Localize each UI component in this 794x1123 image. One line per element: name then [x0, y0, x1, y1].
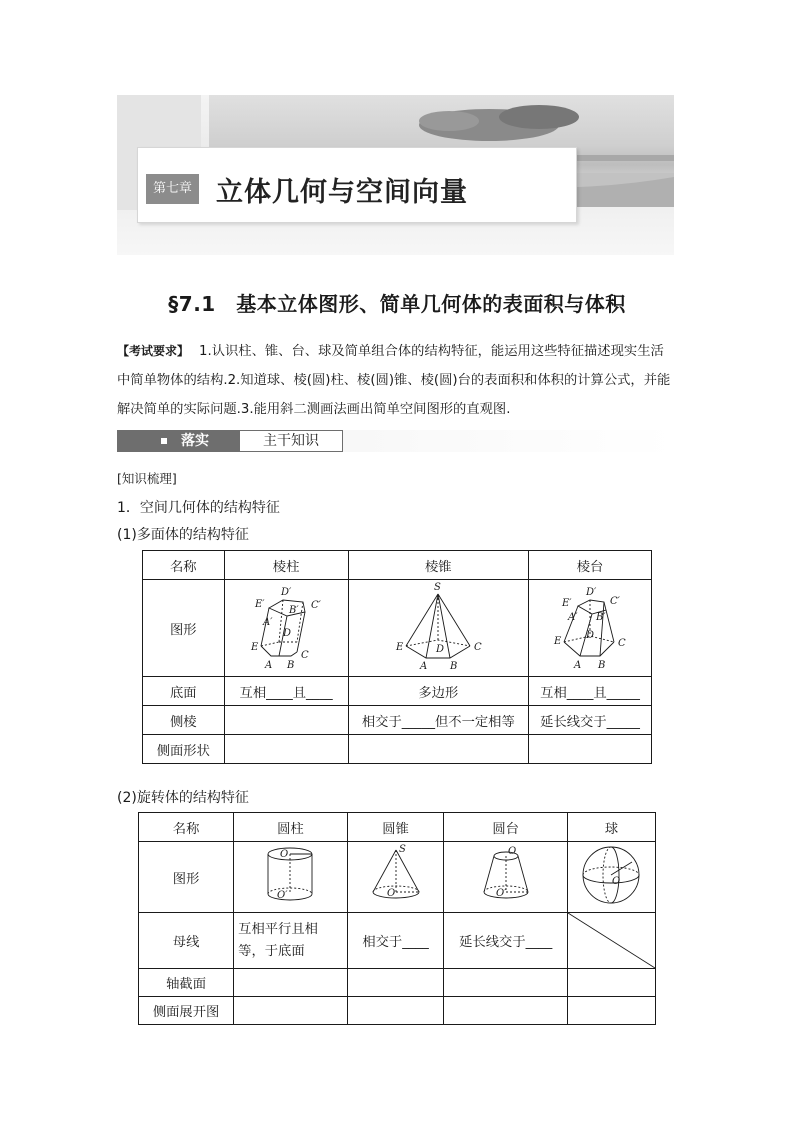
section-title: §7.1 基本立体图形、简单几何体的表面积与体积 — [168, 292, 626, 316]
prism-label-b-prime: B′ — [289, 605, 299, 616]
frustum-figure-cell — [529, 580, 652, 677]
pyramid-figure-cell — [348, 580, 529, 677]
table-header-cell: 棱台 — [529, 551, 652, 580]
table-cell: 互相____且_____ — [529, 677, 652, 706]
exam-requirements-text: 1.认识柱、锥、台、球及简单组合体的结构特征，能运用这些特征描述现实生活中简单物体的结构.2.知道球、棱(圆)柱、棱(圆)锥、棱(圆)台的表面积和体积的计算公式，并能解决简单的实际问题.3.能用斜二测画法画出简单空间图形的直观图. — [117, 344, 671, 417]
pyramid-label-a: A — [420, 661, 428, 672]
round-frustum-figure — [466, 842, 546, 908]
chapter-title-card — [137, 147, 577, 223]
section-bar — [117, 430, 677, 452]
round-frustum-figure-cell — [444, 842, 568, 913]
pyramid-label-s: S — [434, 582, 442, 593]
round-frustum-label-o: O — [507, 846, 516, 857]
table-row — [143, 735, 652, 764]
frustum-label-e: E — [554, 636, 562, 647]
polyhedra-table — [142, 550, 652, 764]
prism-label-b: B — [287, 660, 295, 671]
table-cell: 图形 — [143, 580, 225, 677]
table-cell — [347, 969, 444, 997]
sphere-figure-cell — [567, 842, 655, 913]
table-header-row — [143, 551, 652, 580]
table-row — [139, 913, 656, 969]
exam-requirements-tag: 【考试要求】 — [117, 344, 190, 358]
table-cell — [444, 969, 568, 997]
table-cell: 侧面展开图 — [139, 997, 234, 1025]
prism-label-c: C — [301, 650, 309, 661]
table-cell — [234, 969, 348, 997]
table-cell — [444, 997, 568, 1025]
prism-label-a-prime: A′ — [263, 617, 273, 628]
table-cell: 侧棱 — [143, 706, 225, 735]
pyramid-label-d: D — [436, 644, 445, 655]
table-header-cell: 棱柱 — [224, 551, 348, 580]
frustum-label-c: C — [618, 638, 626, 649]
table-row — [139, 997, 656, 1025]
exam-requirements — [117, 337, 677, 424]
table-cell — [224, 706, 348, 735]
table-header-cell: 圆台 — [444, 813, 568, 842]
square-icon — [161, 438, 167, 444]
table-row — [139, 842, 656, 913]
cone-label-s: S — [398, 844, 406, 855]
pyramid-figure — [388, 580, 488, 672]
prism-label-d: D — [283, 628, 292, 639]
table-header-cell: 球 — [567, 813, 655, 842]
frustum-label-d: D — [586, 630, 595, 641]
frustum-label-c-prime: C′ — [610, 596, 620, 607]
table-cell: 互相____且____ — [224, 677, 348, 706]
table-cell — [529, 735, 652, 764]
knowledge-tag: [知识梳理] — [117, 471, 177, 486]
table-cell: 轴截面 — [139, 969, 234, 997]
table-row — [143, 706, 652, 735]
frustum-label-b: B — [598, 660, 606, 671]
prism-figure-cell — [224, 580, 348, 677]
cylinder-label-o: O — [280, 849, 289, 860]
cylinder-figure-cell — [234, 842, 348, 913]
section-bar-label: 落实 — [181, 433, 209, 449]
table-cell — [567, 969, 655, 997]
table-cell — [224, 735, 348, 764]
pyramid-label-e: E — [396, 642, 404, 653]
table-header-row — [139, 813, 656, 842]
table-cell — [348, 735, 529, 764]
table-cell: 图形 — [139, 842, 234, 913]
sub-heading-solids-of-revolution: (2)旋转体的结构特征 — [117, 790, 249, 806]
table-row — [143, 677, 652, 706]
cylinder-label-o-prime: O′ — [277, 890, 288, 901]
table-header-cell: 名称 — [139, 813, 234, 842]
section-bar-dark — [117, 430, 239, 452]
cone-figure — [361, 842, 431, 908]
frustum-label-a-prime: A′ — [568, 612, 578, 623]
diagonal-line — [568, 913, 655, 968]
table-row — [143, 580, 652, 677]
frustum-label-d-prime: D′ — [586, 587, 597, 598]
table-header-cell: 圆柱 — [234, 813, 348, 842]
frustum-label-a: A — [574, 660, 582, 671]
prism-label-c-prime: C′ — [311, 600, 321, 611]
cone-figure-cell — [347, 842, 444, 913]
table-cell: 相交于_____但不一定相等 — [348, 706, 529, 735]
sphere-label-o: O — [612, 876, 621, 887]
chapter-tag: 第七章 — [146, 174, 199, 204]
cylinder-figure — [255, 842, 325, 908]
chapter-title: 立体几何与空间向量 — [216, 177, 468, 208]
prism-label-e-prime: E′ — [255, 599, 265, 610]
item-heading-1: 1．空间几何体的结构特征 — [117, 500, 280, 516]
frustum-label-b-prime: B′ — [596, 612, 606, 623]
table-cell: 相交于____ — [347, 913, 444, 969]
prism-label-a: A — [265, 660, 273, 671]
frustum-label-e-prime: E′ — [562, 598, 572, 609]
table-cell — [234, 997, 348, 1025]
pyramid-label-c: C — [474, 642, 482, 653]
prism-label-d-prime: D′ — [281, 587, 292, 598]
table-cell — [567, 997, 655, 1025]
prism-label-e: E — [251, 642, 259, 653]
frustum-figure — [540, 580, 640, 672]
table-header-cell: 圆锥 — [347, 813, 444, 842]
table-row — [139, 969, 656, 997]
sphere-figure — [576, 842, 646, 908]
sub-heading-polyhedra: (1)多面体的结构特征 — [117, 527, 249, 543]
table-cell: 底面 — [143, 677, 225, 706]
section-bar-box: 主干知识 — [239, 430, 343, 452]
prism-figure — [231, 580, 341, 672]
table-cell — [347, 997, 444, 1025]
table-cell: 延长线交于_____ — [529, 706, 652, 735]
table-cell: 互相平行且相等，于底面 — [234, 913, 348, 969]
pyramid-label-b: B — [450, 661, 458, 672]
table-header-cell: 名称 — [143, 551, 225, 580]
round-frustum-label-o-prime: O′ — [495, 888, 507, 899]
revolution-table — [138, 812, 656, 1025]
table-cell: 侧面形状 — [143, 735, 225, 764]
cone-label-o: O — [386, 888, 395, 899]
table-cell: 延长线交于____ — [444, 913, 568, 969]
table-cell: 母线 — [139, 913, 234, 969]
table-cell-diagonal — [567, 913, 655, 969]
chapter-banner — [117, 95, 674, 255]
table-cell: 多边形 — [348, 677, 529, 706]
table-header-cell: 棱锥 — [348, 551, 529, 580]
